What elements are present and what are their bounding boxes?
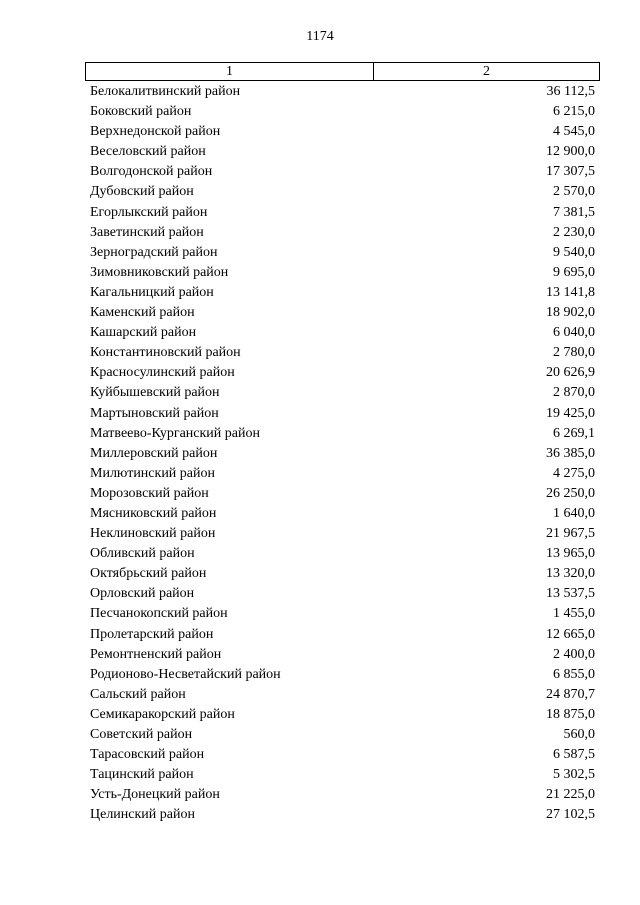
table-row	[85, 745, 600, 765]
district-name: Миллеровский район	[90, 445, 218, 461]
district-amount: 17 307,5	[546, 164, 595, 180]
table-body	[85, 82, 600, 825]
district-name: Песчанокопский район	[90, 606, 228, 622]
district-name: Кашарский район	[90, 325, 197, 341]
table-row	[85, 122, 600, 142]
district-name: Дубовский район	[90, 184, 194, 200]
district-name: Советский район	[90, 727, 193, 742]
page-number: 1174	[306, 29, 334, 44]
table-row	[85, 765, 600, 785]
table-row	[85, 484, 600, 504]
district-amount: 6 040,0	[553, 325, 595, 341]
district-name: Орловский район	[90, 586, 195, 602]
table-row	[85, 323, 600, 343]
district-amount: 6 215,0	[553, 104, 595, 120]
district-name: Зимовниковский район	[90, 264, 229, 280]
district-amount: 6 855,0	[553, 666, 595, 682]
table-row	[85, 444, 600, 464]
district-amount: 18 875,0	[546, 706, 595, 722]
district-amount: 2 570,0	[553, 184, 595, 200]
district-amount: 9 540,0	[553, 244, 595, 260]
table-row	[85, 82, 600, 102]
district-name: Обливский район	[90, 546, 195, 562]
district-amount: 36 385,0	[546, 445, 595, 461]
district-name: Мартыновский район	[90, 405, 219, 421]
district-name: Зерноградский район	[90, 244, 218, 260]
district-amount: 13 965,0	[546, 546, 595, 562]
district-name: Верхнедонской район	[90, 124, 221, 140]
table-row	[85, 504, 600, 524]
district-name: Мясниковский район	[90, 505, 217, 521]
table-row	[85, 524, 600, 544]
table-row	[85, 544, 600, 564]
district-name: Целинский район	[90, 807, 195, 823]
table-row	[85, 283, 600, 303]
district-name: Волгодонской район	[90, 164, 213, 180]
district-amount: 36 112,5	[546, 84, 595, 99]
district-name: Красносулинский район	[90, 365, 235, 381]
table-row	[85, 223, 600, 243]
district-amount: 5 302,5	[553, 767, 595, 783]
district-amount: 2 400,0	[553, 646, 595, 662]
table-header-row	[85, 62, 600, 81]
table-row	[85, 464, 600, 484]
table-row	[85, 785, 600, 805]
district-name: Ремонтненский район	[90, 646, 222, 662]
table-row	[85, 404, 600, 424]
table-row	[85, 604, 600, 624]
district-name: Пролетарский район	[90, 626, 214, 642]
district-amount: 9 695,0	[553, 264, 595, 280]
district-name: Константиновский район	[90, 345, 241, 361]
district-amount: 24 870,7	[546, 686, 595, 702]
district-amount: 2 780,0	[553, 345, 595, 361]
table-row	[85, 584, 600, 604]
table-row	[85, 263, 600, 283]
district-name: Кагальницкий район	[90, 284, 214, 300]
table-row	[85, 625, 600, 645]
table-row	[85, 645, 600, 665]
district-amount: 13 537,5	[546, 586, 595, 602]
district-amount: 13 320,0	[546, 566, 595, 582]
district-name: Родионово-Несветайский район	[90, 666, 281, 682]
district-amount: 21 225,0	[546, 787, 595, 803]
district-amount: 26 250,0	[546, 485, 595, 501]
district-amount: 13 141,8	[546, 284, 595, 300]
table-row	[85, 424, 600, 444]
table-row	[85, 203, 600, 223]
table-row	[85, 725, 600, 745]
district-name: Матвеево-Курганский район	[90, 425, 260, 441]
district-amount: 1 455,0	[553, 606, 595, 622]
table-row	[85, 363, 600, 383]
table-row	[85, 162, 600, 182]
district-name: Тацинский район	[90, 767, 194, 783]
table-row	[85, 665, 600, 685]
district-amount: 20 626,9	[546, 365, 595, 381]
district-amount: 21 967,5	[546, 526, 595, 542]
table-row	[85, 383, 600, 403]
district-name: Куйбышевский район	[90, 385, 220, 401]
table-row	[85, 564, 600, 584]
table-row	[85, 805, 600, 825]
column-header-1: 1	[86, 63, 374, 80]
district-amount: 19 425,0	[546, 405, 595, 421]
district-name: Заветинский район	[90, 224, 204, 240]
district-name: Белокалитвинский район	[90, 84, 241, 99]
district-amount: 12 900,0	[546, 144, 595, 160]
district-table	[85, 62, 600, 825]
district-amount: 27 102,5	[546, 807, 595, 823]
table-row	[85, 243, 600, 263]
district-name: Каменский район	[90, 305, 195, 321]
district-name: Октябрьский район	[90, 566, 207, 582]
column-header-2: 2	[483, 64, 490, 79]
district-amount: 6 269,1	[553, 425, 595, 441]
district-amount: 1 640,0	[553, 505, 595, 521]
table-row	[85, 142, 600, 162]
district-amount: 7 381,5	[553, 204, 595, 220]
district-name: Неклиновский район	[90, 526, 216, 542]
table-row	[85, 343, 600, 363]
district-amount: 12 665,0	[546, 626, 595, 642]
district-amount: 4 275,0	[553, 465, 595, 481]
table-row	[85, 182, 600, 202]
district-amount: 2 870,0	[553, 385, 595, 401]
district-amount: 560,0	[563, 727, 595, 742]
district-name: Семикаракорский район	[90, 706, 235, 722]
district-name: Тарасовский район	[90, 747, 205, 763]
district-name: Боковский район	[90, 104, 192, 120]
table-row	[85, 102, 600, 122]
district-name: Веселовский район	[90, 144, 206, 160]
table-row	[85, 303, 600, 323]
district-name: Милютинский район	[90, 465, 216, 481]
district-amount: 2 230,0	[553, 224, 595, 240]
district-amount: 6 587,5	[553, 747, 595, 763]
district-name: Сальский район	[90, 686, 186, 702]
district-name: Егорлыкский район	[90, 204, 208, 220]
district-amount: 18 902,0	[546, 305, 595, 321]
table-row	[85, 685, 600, 705]
district-name: Морозовский район	[90, 485, 209, 501]
district-name: Усть-Донецкий район	[90, 787, 220, 803]
table-row	[85, 705, 600, 725]
district-amount: 4 545,0	[553, 124, 595, 140]
